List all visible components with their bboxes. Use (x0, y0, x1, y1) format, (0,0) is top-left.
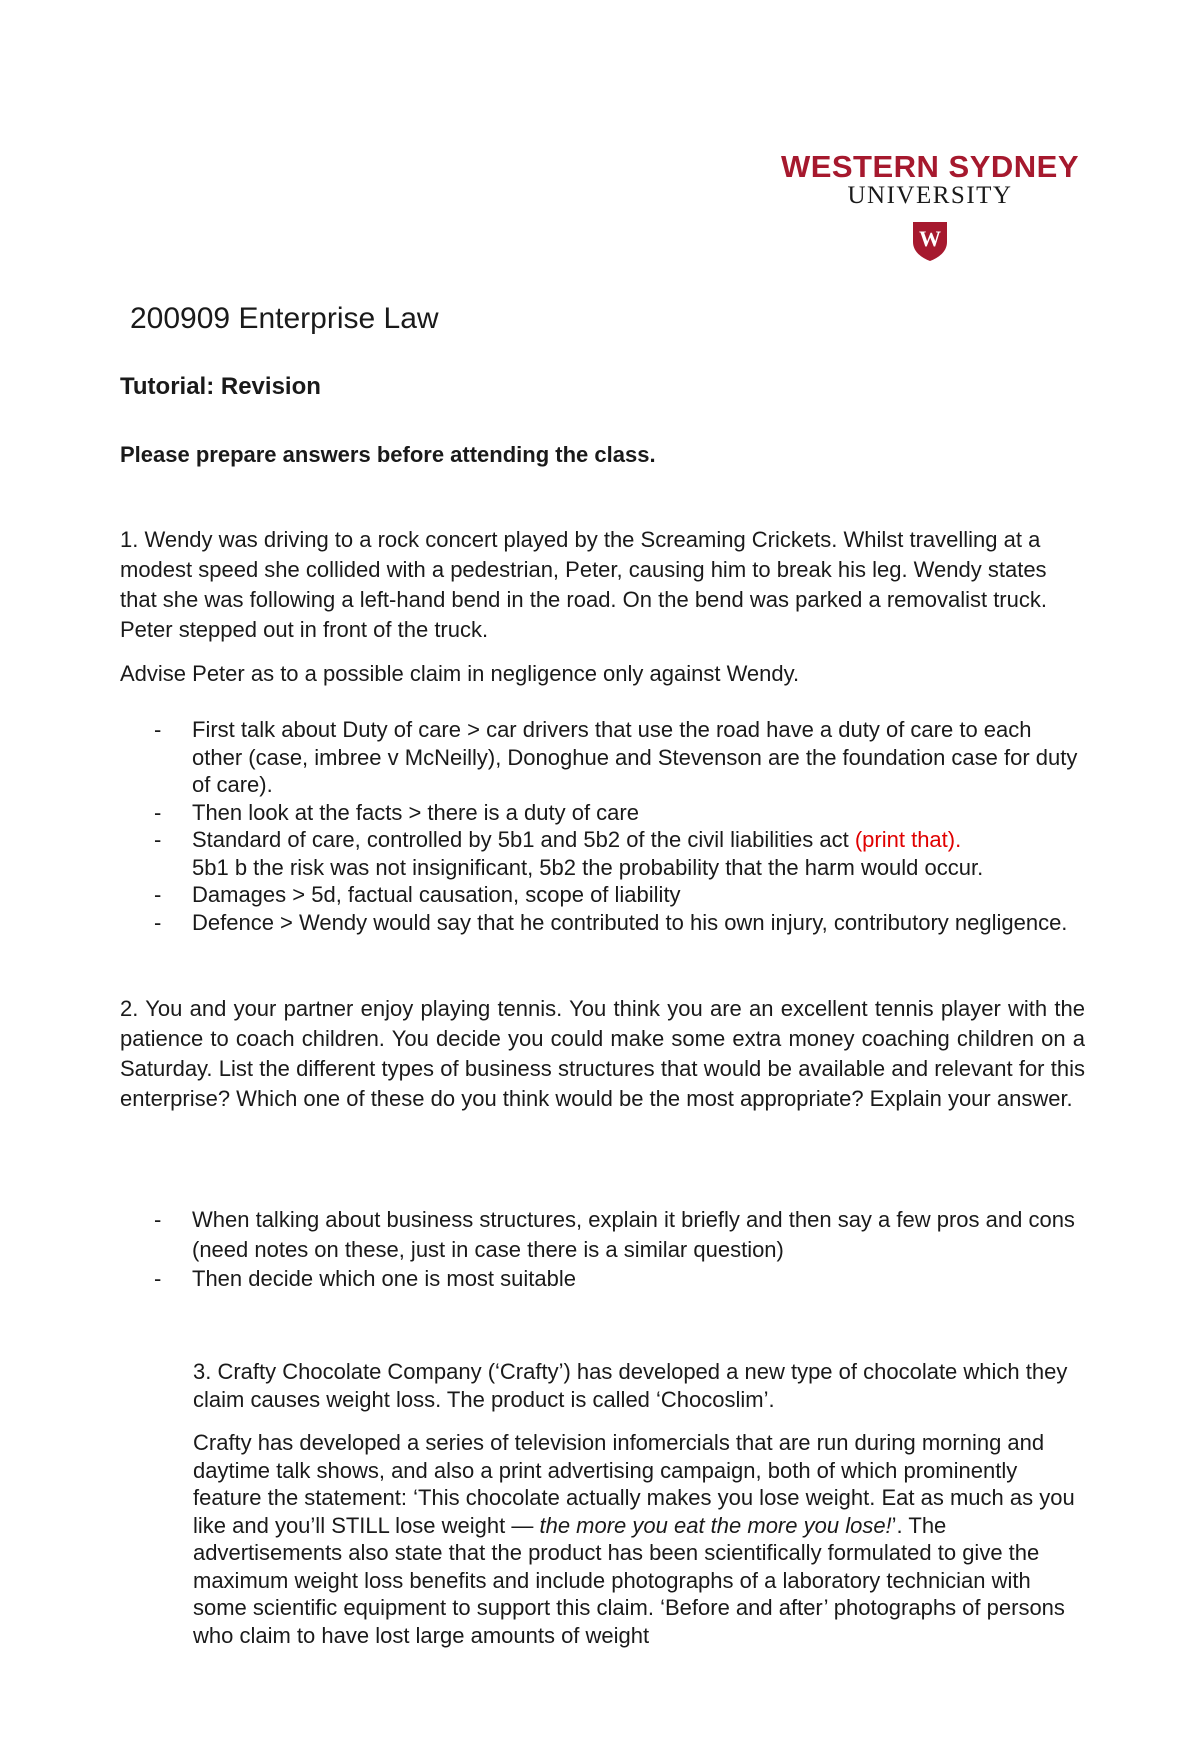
list-item: - When talking about business structures, explain it briefly and then say a few pros and cons (need notes on these, just in case there is a similar question) (154, 1207, 1075, 1262)
question-2-notes (150, 1205, 1085, 1294)
question-1-text: 1. Wendy was driving to a rock concert played by the Screaming Crickets. Whilst travelling at a modest speed she collided with a pedestrian, Peter, causing him to break his leg. Wendy states that she was following a left-hand bend in the road. On the bend was parked a removalist truck. Peter stepped out in front of the truck. (120, 527, 1047, 642)
question-3-body: Crafty has developed a series of television infomercials that are run during morning and daytime talk shows, and also a print advertising campaign, both of which prominently feature the statement: ‘This chocolate actually makes you lose weight. Eat as much as you like and you’ll STILL lose weight — the more you eat the more you lose!’. The advertisements also state that the product has been scientifically formulated to give the maximum weight loss benefits and include photographs of a laboratory technician with some scientific equipment to support this claim. ‘Before and after’ photographs of persons who claim to have lost large amounts of weight (193, 1430, 1075, 1648)
list-item: - Damages > 5d, factual causation, scope of liability (154, 882, 681, 907)
list-item: - Then decide which one is most suitable (154, 1266, 576, 1291)
course-title: 200909 Enterprise Law (130, 302, 439, 335)
question-2-text: 2. You and your partner enjoy playing tennis. You think you are an excellent tennis player with the patience to coach children. You decide you could make some extra money coaching children on a Saturday. List the different types of business structures that would be available and relevant for this enterprise? Which one of these do you think would be the most appropriate? Explain your answer. (120, 996, 1085, 1111)
shield-letter: W (919, 226, 941, 251)
question-1-prompt: Advise Peter as to a possible claim in negligence only against Wendy. (120, 661, 800, 686)
list-item: - First talk about Duty of care > car drivers that use the road have a duty of care to each other (case, imbree v McNeilly), Donoghue and Stevenson are the foundation case for duty of care). (154, 717, 1078, 797)
question-3-intro: 3. Crafty Chocolate Company (‘Crafty’) has developed a new type of chocolate which they claim causes weight loss. The product is called ‘Chocoslim’. (193, 1359, 1068, 1412)
university-logo (770, 150, 1090, 262)
list-item: - Standard of care, controlled by 5b1 and 5b2 of the civil liabilities act (print that). 5b1 b the risk was not insignificant, 5b2 the probability that the harm would occur. (154, 827, 984, 880)
logo-wordmark-top: WESTERN SYDNEY (780, 149, 1080, 184)
question-1-notes (150, 716, 1085, 936)
list-item: - Defence > Wendy would say that he contributed to his own injury, contributory negligence. (154, 909, 1068, 935)
question-3 (193, 1358, 1083, 1649)
print-that-note: (print that). (854, 827, 962, 852)
shield-icon (911, 220, 949, 262)
list-item: - Then look at the facts > there is a duty of care (154, 799, 639, 825)
instruction-text: Please prepare answers before attending the class. (120, 442, 656, 467)
tutorial-heading: Tutorial: Revision (120, 373, 321, 400)
logo-wordmark-bottom: UNIVERSITY (847, 182, 1013, 209)
